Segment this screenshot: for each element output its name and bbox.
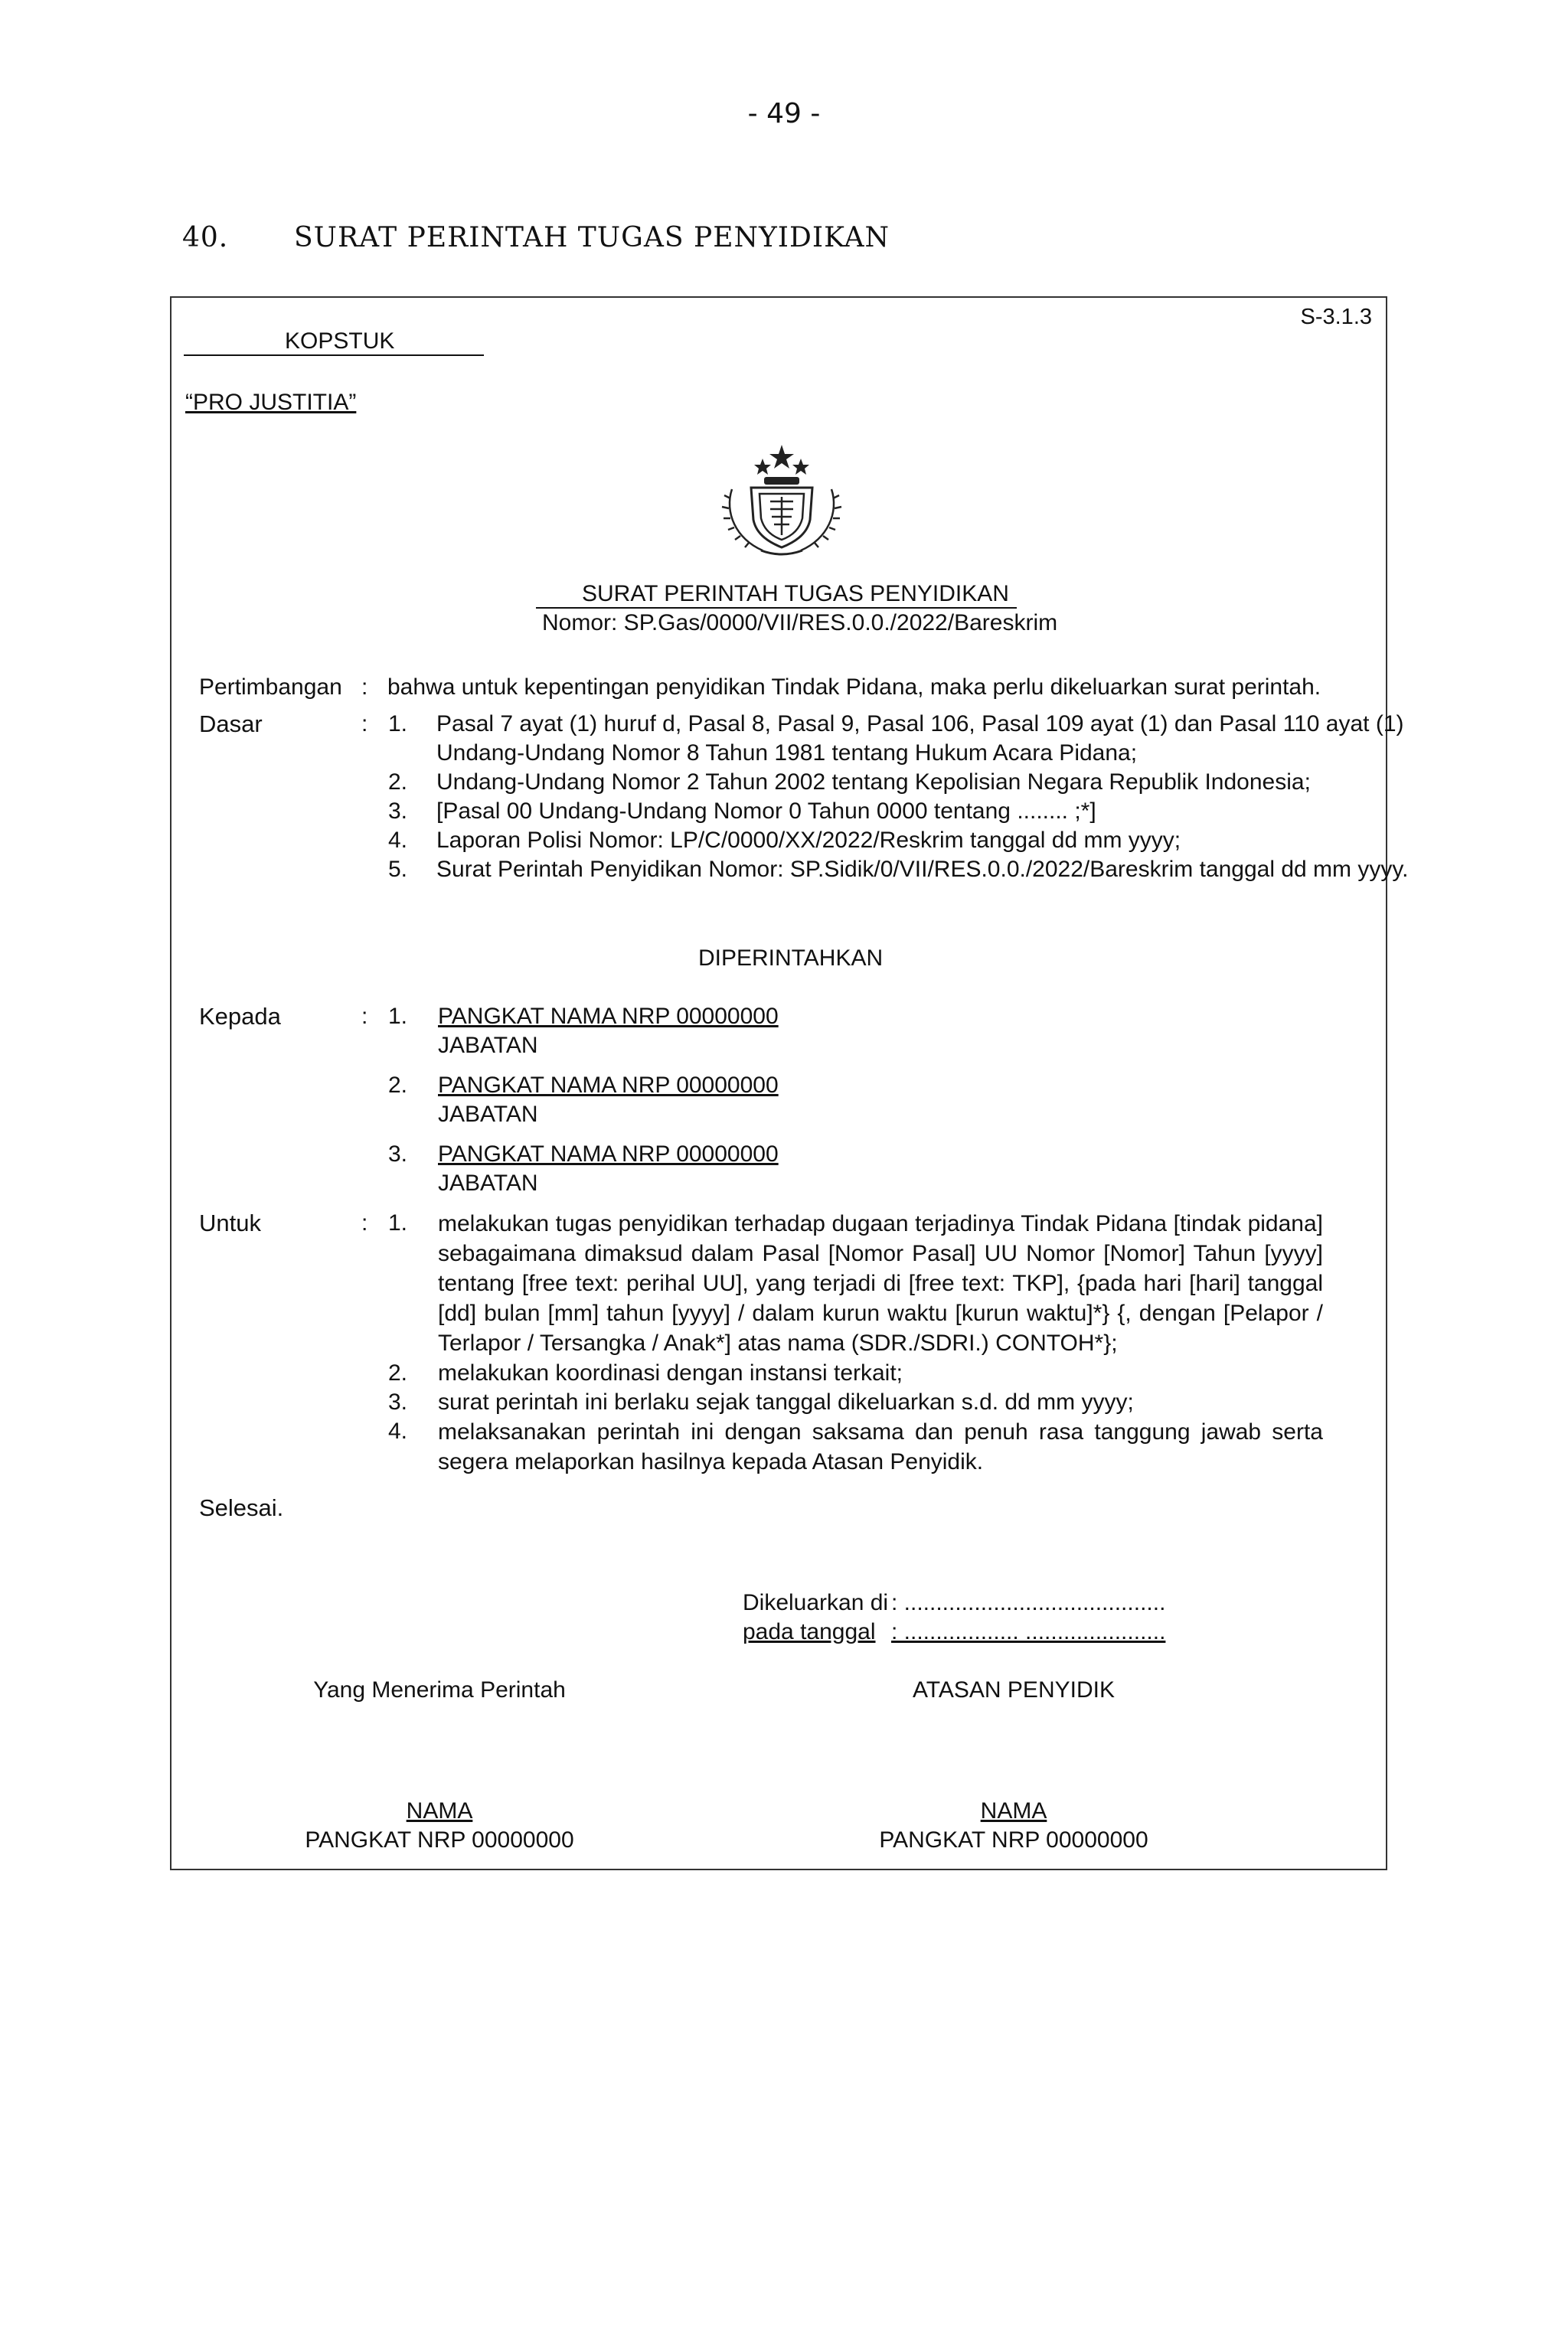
doc-title: SURAT PERINTAH TUGAS PENYIDIKAN bbox=[582, 581, 1009, 606]
signature-right bbox=[815, 1676, 1213, 1855]
dasar-num-5: 5. bbox=[388, 857, 408, 882]
untuk-num-4: 4. bbox=[388, 1419, 408, 1444]
pertimbangan-label: Pertimbangan bbox=[199, 674, 342, 700]
dasar-num-4: 4. bbox=[388, 828, 408, 853]
page-number: - 49 - bbox=[747, 98, 821, 129]
kepada-position-1: JABATAN bbox=[438, 1033, 538, 1058]
issued-date-label: pada tanggal bbox=[743, 1619, 876, 1644]
dasar-item-5: Surat Perintah Penyidikan Nomor: SP.Sidik/0/VII/RES.0.0./2022/Bareskrim tanggal dd mm yyyy. bbox=[436, 857, 1409, 882]
dasar-colon: : bbox=[361, 711, 368, 736]
section-number: 40. bbox=[182, 222, 229, 253]
signature-left-rank: PANGKAT NRP 00000000 bbox=[305, 1827, 574, 1853]
signature-right-name: NAMA bbox=[980, 1798, 1047, 1824]
pertimbangan-colon: : bbox=[361, 674, 368, 700]
untuk-item-3: surat perintah ini berlaku sejak tanggal dikeluarkan s.d. dd mm yyyy; bbox=[438, 1389, 1134, 1415]
issued-place-label: Dikeluarkan di bbox=[743, 1590, 889, 1615]
dasar-label: Dasar bbox=[199, 710, 263, 737]
form-code: S-3.1.3 bbox=[1300, 305, 1372, 329]
signature-left bbox=[248, 1676, 631, 1855]
doc-number: Nomor: SP.Gas/0000/VII/RES.0.0./2022/Bareskrim bbox=[542, 610, 1058, 635]
untuk-item-4: melaksanakan perintah ini dengan saksama dan penuh rasa tanggung jawab serta segera melaporkan hasilnya kepada Atasan Penyidik. bbox=[438, 1419, 1323, 1474]
pro-justitia: “PRO JUSTITIA” bbox=[185, 390, 357, 415]
untuk-num-2: 2. bbox=[388, 1360, 408, 1386]
kepada-colon: : bbox=[361, 1004, 368, 1029]
kepada-position-2: JABATAN bbox=[438, 1102, 538, 1127]
kepada-num-2: 2. bbox=[388, 1073, 408, 1098]
kepada-num-1: 1. bbox=[388, 1004, 408, 1029]
dasar-item-1-line-1: Pasal 7 ayat (1) huruf d, Pasal 8, Pasal 9, Pasal 106, Pasal 109 ayat (1) dan Pasal 110 ayat (1) bbox=[436, 711, 1404, 736]
kepada-position-3: JABATAN bbox=[438, 1171, 538, 1196]
issued-place-value: : ......................................... bbox=[891, 1590, 1166, 1615]
kopstuk: KOPSTUK bbox=[285, 328, 395, 354]
kepada-name-1: PANGKAT NAMA NRP 00000000 bbox=[438, 1004, 779, 1029]
signature-left-role: Yang Menerima Perintah bbox=[313, 1677, 566, 1703]
police-emblem-icon bbox=[717, 443, 847, 558]
untuk-num-3: 3. bbox=[388, 1389, 408, 1415]
signature-right-rank: PANGKAT NRP 00000000 bbox=[879, 1827, 1148, 1853]
dasar-item-2: Undang-Undang Nomor 2 Tahun 2002 tentang Kepolisian Negara Republik Indonesia; bbox=[436, 769, 1311, 795]
section-title: SURAT PERINTAH TUGAS PENYIDIKAN bbox=[294, 222, 890, 253]
untuk-label: Untuk bbox=[199, 1210, 261, 1236]
dasar-num-3: 3. bbox=[388, 798, 408, 824]
section-heading bbox=[182, 222, 890, 253]
kepada-name-2: PANGKAT NAMA NRP 00000000 bbox=[438, 1073, 779, 1098]
diperintahkan-heading: DIPERINTAHKAN bbox=[698, 945, 884, 971]
dasar-num-2: 2. bbox=[388, 769, 408, 795]
dasar-item-1-line-2: Undang-Undang Nomor 8 Tahun 1981 tentang Hukum Acara Pidana; bbox=[436, 740, 1138, 766]
signature-left-name: NAMA bbox=[406, 1798, 473, 1824]
untuk-num-1: 1. bbox=[388, 1210, 408, 1236]
kepada-label: Kepada bbox=[199, 1003, 281, 1030]
pertimbangan-text: bahwa untuk kepentingan penyidikan Tindak Pidana, maka perlu dikeluarkan surat perintah. bbox=[387, 674, 1321, 700]
signature-right-role: ATASAN PENYIDIK bbox=[913, 1677, 1115, 1703]
kepada-name-3: PANGKAT NAMA NRP 00000000 bbox=[438, 1141, 779, 1167]
dasar-item-3: [Pasal 00 Undang-Undang Nomor 0 Tahun 0000 tentang ........ ;*] bbox=[436, 798, 1096, 824]
selesai: Selesai. bbox=[199, 1494, 284, 1521]
issued-date-value: : .................. ...................... bbox=[891, 1619, 1166, 1644]
dasar-item-4: Laporan Polisi Nomor: LP/C/0000/XX/2022/Reskrim tanggal dd mm yyyy; bbox=[436, 828, 1181, 853]
untuk-colon: : bbox=[361, 1210, 368, 1236]
dasar-num-1: 1. bbox=[388, 711, 408, 736]
untuk-item-2: melakukan koordinasi dengan instansi terkait; bbox=[438, 1360, 903, 1386]
untuk-item-1: melakukan tugas penyidikan terhadap dugaan terjadinya Tindak Pidana [tindak pidana] sebagaimana dimaksud dalam Pasal [Nomor Pasal] UU Nomor [Nomor] Tahun [yyyy] tentang [free text: perihal UU], yang terjadi di [free text: TKP], {pada hari [hari] tanggal [dd] bulan [mm] tahun [yyyy] / dalam kurun waktu [kurun waktu]*} {, dengan [Pelapor / Terlapor / Tersangka / Anak*] atas nama (SDR./SDRI.) CONTOH*}; bbox=[438, 1211, 1323, 1356]
form-frame bbox=[170, 296, 1409, 1870]
kepada-num-3: 3. bbox=[388, 1141, 408, 1167]
